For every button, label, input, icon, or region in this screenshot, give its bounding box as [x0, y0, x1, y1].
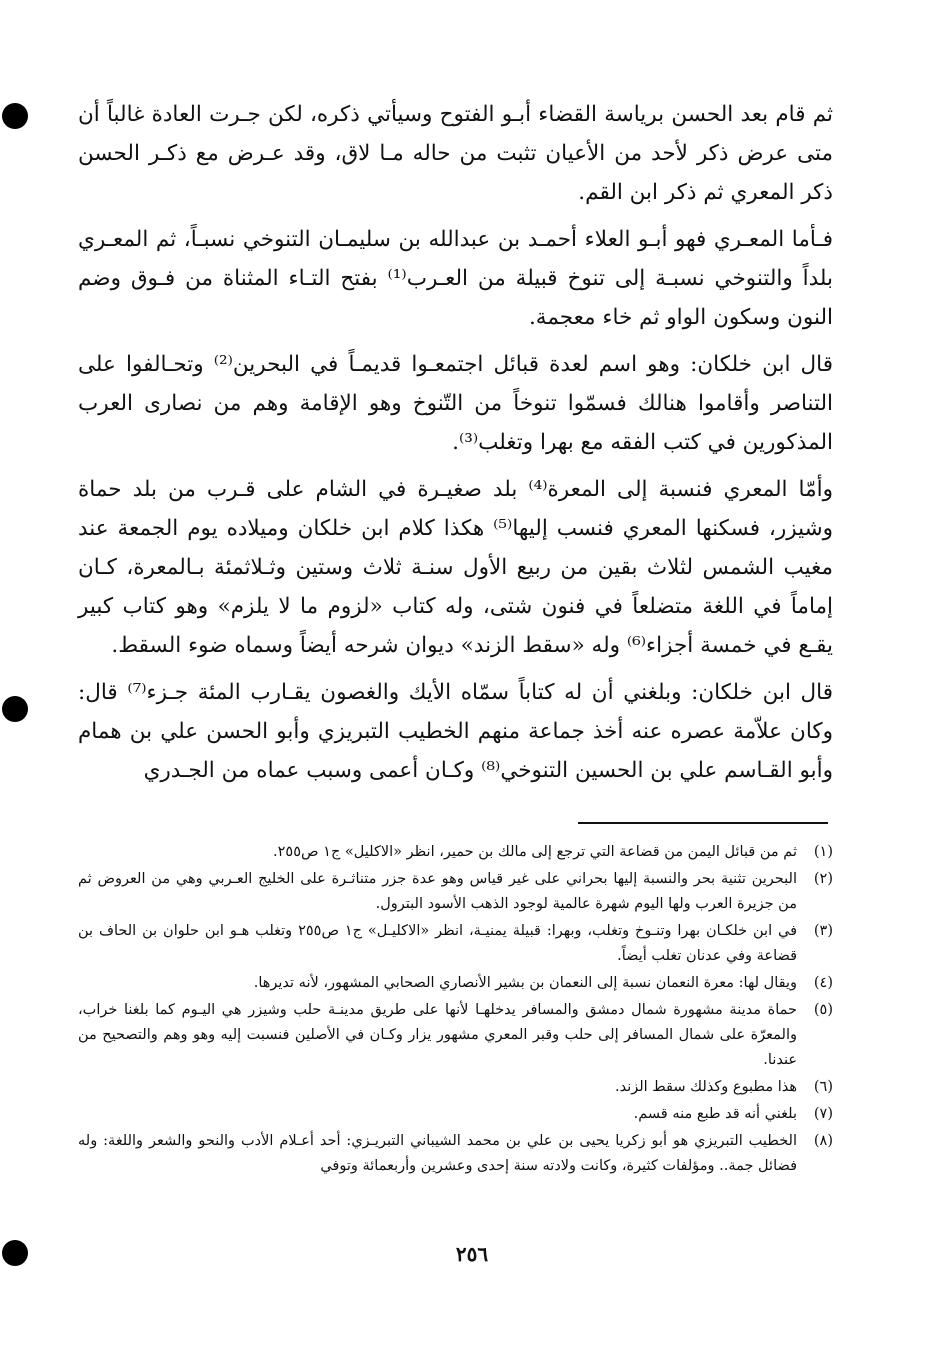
footnote-number: (٢) — [813, 871, 833, 887]
footnote-number: (٤) — [813, 975, 833, 991]
page-number: ٢٥٦ — [455, 1242, 489, 1266]
footnote-8 — [78, 1129, 833, 1179]
footnote-number: (٣) — [813, 923, 833, 939]
binder-hole-top — [2, 103, 28, 129]
paragraph-5: قال ابن خلكان: وبلغني أن له كتاباً سمّاه الأيك والغصون يقـارب المئة جـزء⁽⁷⁾ قال: وكان علاّمة عصره عنه أخذ جماعة منهم الخطيب التبريزي وأبو الحسن علي بن همام وأبو القـاسم علي بن الحسين التنوخي⁽⁸⁾ وكـان أعمى وسبب عماه من الجـدري — [78, 680, 834, 783]
footnote-text: حماة مدينة مشهورة شمال دمشق والمسافر يدخلهـا لأنها على طريق مدينـة حلب وشيزر هي اليـوم كما بلغنا خراب، والمعرّة على شمال المسافر إلى حلب وقبر المعري مشهور يزار وكـان في الأصلين فنسبت إليه وهو وهم والتصحيح من عندنا. — [78, 1002, 797, 1068]
main-text — [78, 95, 833, 798]
footnote-text: ثم من قبائل اليمن من قضاعة التي ترجع إلى مالك بن حمير، انظر «الاكليل» ج١ ص٢٥٥. — [273, 844, 797, 860]
footnote-2 — [78, 867, 833, 917]
paragraph-2: فـأما المعـري فهو أبـو العلاء أحمـد بن عبدالله بن سليمـان التنوخي نسبـاً، ثم المعـري بلداً والتنوخي نسبـة إلى تنوخ قبيلة من العـرب⁽¹⁾ بفتح التـاء المثناة من فـوق وضم النون وسكون الواو ثم خاء معجمة. — [78, 227, 833, 330]
footnote-text: ويقال لها: معرة النعمان نسبة إلى النعمان بن بشير الأنصاري الصحابي المشهور، لأنه تديرها. — [253, 975, 797, 991]
footnote-3 — [78, 919, 833, 969]
footnote-number: (٨) — [813, 1133, 833, 1149]
paragraph-3: قال ابن خلكان: وهو اسم لعدة قبائل اجتمعـوا قديمـاً في البحرين⁽²⁾ وتحـالفوا على التناصر وأقاموا هنالك فسمّوا تنوخاً من التّنوخ وهو الإقامة وهم من نصارى العرب المذكورين في كتب الفقه مع بهرا وتغلب⁽³⁾. — [78, 352, 833, 455]
footnote-4 — [78, 971, 833, 996]
binder-hole-middle — [2, 696, 28, 722]
footnote-number: (٦) — [813, 1079, 833, 1095]
footnote-separator — [578, 822, 828, 824]
footnote-5 — [78, 998, 833, 1073]
footnote-1 — [78, 840, 833, 865]
footnote-text: البحرين تثنية بحر والنسبة إليها بحراني على غير قياس وهو عدة جزر متناثـرة على الخليج العـربي وهي من العروض ثم من جزيرة العرب ولها اليوم شهرة عالمية لوجود الذهب الأسود البترول. — [78, 871, 797, 912]
footnote-number: (١) — [813, 844, 833, 860]
footnote-6 — [78, 1075, 833, 1100]
footnotes — [78, 840, 833, 1181]
paragraph-4: وأمّا المعري فنسبة إلى المعرة⁽⁴⁾ بلد صغيـرة في الشام على قـرب من بلد حماة وشيزر، فسكنها المعري فنسب إليها⁽⁵⁾ هكذا كلام ابن خلكان وميلاده يوم الجمعة عند مغيب الشمس لثلاث بقين من ربيع الأول سنـة ثلاث وستين وثـلاثمئة بـالمعرة، كـان إماماً في اللغة متضلعاً في فنون شتى، وله كتاب «لزوم ما لا يلزم» وهو كتاب كبير يقـع في خمسة أجزاء⁽⁶⁾ وله «سقط الزند» ديوان شرحه أيضاً وسماه ضوء السقط. — [78, 477, 833, 658]
footnote-7 — [78, 1102, 833, 1127]
footnote-text: هذا مطبوع وكذلك سقط الزند. — [614, 1079, 797, 1095]
footnote-text: الخطيب التبريزي هو أبو زكريا يحيى بن علي بن محمد الشيباني التبريـزي: أحد أعـلام الأدب والنحو والشعر واللغة: وله فضائل جمة.. ومؤلفات كثيرة، وكانت ولادته سنة إحدى وعشرين وأربعمائة وتوفي — [78, 1133, 797, 1174]
footnote-text: في ابن خلكـان بهرا وتنـوخ وتغلب، وبهرا: قبيلة يمنيـة، انظر «الاكليـل» ج١ ص٢٥٥ وتغلب هـو ابن حلوان بن الحاف بن قضاعة وفي عدنان تغلب أيضاً. — [78, 923, 797, 964]
paragraph-1: ثم قام بعد الحسن برياسة القضاء أبـو الفتوح وسيأتي ذكره، لكن جـرت العادة غالباً أن متى عرض ذكر لأحد من الأعيان تثبت من حاله مـا لاق، وقد عـرض مع ذكـر الحسن ذكر المعري ثم ذكر ابن القم. — [78, 102, 833, 205]
footnote-number: (٥) — [813, 1002, 833, 1018]
footnote-number: (٧) — [813, 1106, 833, 1122]
footnote-text: بلغني أنه قد طبع منه قسم. — [633, 1106, 797, 1122]
